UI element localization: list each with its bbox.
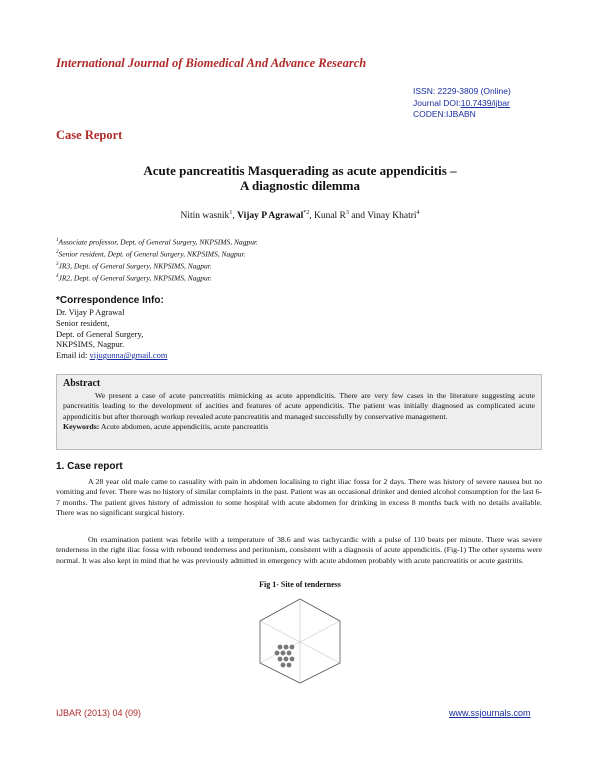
author-list bbox=[0, 210, 600, 221]
affiliation-text: Associate professor, Dept. of General Surgery, NKPSIMS, Nagpur. bbox=[58, 237, 258, 247]
abstract-text: We present a case of acute pancreatitis mimicking as acute appendicitis. There are very few cases in the literature suggesting acute pancreatitis leading to the development of ascities and features of acute appendicitis. The patient was initially diagnosed as complicated acute appendicitis but after thorough workup revealed acute pancreatitis and managed successfully by conservative management. bbox=[63, 391, 535, 421]
affiliation-4 bbox=[56, 272, 258, 284]
correspondence-line: NKPSIMS, Nagpur. bbox=[56, 339, 125, 350]
affiliation-text: Senior resident, Dept. of General Surgery, NKPSIMS, Nagpur. bbox=[58, 249, 246, 259]
author-sep: , bbox=[309, 211, 312, 222]
author-4-sup: 4 bbox=[416, 210, 420, 216]
journal-name: International Journal of Biomedical And Advance Research bbox=[56, 56, 367, 70]
author-2: Vijay P Agrawal bbox=[237, 211, 304, 222]
author-3-sup: 3 bbox=[345, 210, 349, 216]
title-line-1: Acute pancreatitis Masquerading as acute appendicitis – bbox=[143, 163, 457, 178]
author-4: Vinay Khatri bbox=[367, 211, 417, 222]
case-report-paragraph-2: On examination patient was febrile with a temperature of 38.6 and was tachycardic with a pulse of 110 beats per minute. There was severe tenderness in the right iliac fossa with rebound tenderness and peritonism, consistent with a diagnosis of acute appendicitis. (Fig-1) The other systems were normal. It was also kept in mind that he was previously admitted in emergency with acute abdomen probably with acute pancreatitis or acute gastritis. bbox=[56, 535, 542, 565]
journal-doi bbox=[413, 98, 511, 110]
case-report-paragraph-1: A 28 year old male came to casuality with pain in abdomen localising to right iliac fossa for 2 days. There was history of severe nausea but no vomiting and fever. There was no history of similar complaints in the past. Patient was an occasional drinker and denied alcohol consumption for the last 6-7 months. The patient gives history of admission to some hospital with acute abdomen for drinking in excess 8 months back with no details available. There was no significant surgical history. bbox=[56, 477, 542, 517]
affiliation-sup: 1 bbox=[56, 238, 59, 243]
correspondence-line: Dr. Vijay P Agrawal bbox=[56, 307, 125, 317]
section-heading: 1. Case report bbox=[56, 461, 123, 472]
affiliation-text: JR2, Dept. of General Surgery, NKPSIMS, Nagpur. bbox=[58, 273, 212, 283]
affiliation-1 bbox=[56, 236, 258, 248]
affiliation-text: JR3, Dept. of General Surgery, NKPSIMS, Nagpur. bbox=[58, 261, 212, 271]
figure-caption: Fig 1- Site of tenderness bbox=[259, 580, 341, 589]
author-1: Nitin wasnik bbox=[180, 211, 230, 222]
doi-label: Journal DOI: bbox=[413, 97, 461, 108]
issn: ISSN: 2229-3809 (Online) bbox=[413, 86, 511, 96]
author-3: Kunal R bbox=[313, 211, 346, 222]
correspondence-line: Dept. of General Surgery, bbox=[56, 328, 144, 339]
affiliation-sup: 2 bbox=[56, 250, 59, 255]
abdomen-tenderness-diagram bbox=[258, 597, 342, 685]
footer-citation: IJBAR (2013) 04 (09) bbox=[56, 708, 142, 718]
footer-website-link[interactable]: www.ssjournals.com bbox=[449, 708, 531, 718]
affiliation-2 bbox=[56, 248, 258, 260]
affiliation-3 bbox=[56, 260, 258, 272]
abstract-heading: Abstract bbox=[63, 378, 101, 389]
affiliation-sup: 3 bbox=[56, 262, 59, 267]
title-line-2: A diagnostic dilemma bbox=[240, 178, 360, 193]
correspondence-email bbox=[56, 350, 167, 361]
correspondence-line: Senior resident, bbox=[56, 317, 110, 328]
author-and: and bbox=[351, 211, 365, 222]
coden: CODEN:IJBABN bbox=[413, 109, 476, 119]
keywords-label: Keywords: bbox=[63, 421, 100, 431]
author-sep: , bbox=[232, 211, 235, 222]
author-1-sup: 1 bbox=[229, 210, 233, 216]
keywords-text: Acute abdomen, acute appendicitis, acute pancreatitis bbox=[100, 421, 269, 431]
article-title bbox=[0, 163, 600, 193]
journal-identifiers bbox=[413, 86, 511, 121]
email-link[interactable]: vijugunna@gmail.com bbox=[89, 350, 168, 361]
tenderness-markers bbox=[275, 645, 295, 668]
article-type: Case Report bbox=[56, 128, 123, 142]
abstract-box bbox=[56, 374, 542, 450]
doi-link[interactable]: 10.7439/ijbar bbox=[460, 97, 510, 108]
correspondence-heading: *Correspondence Info: bbox=[56, 295, 164, 306]
author-2-sup: *2 bbox=[303, 210, 310, 216]
keywords bbox=[63, 422, 535, 432]
email-label: Email id: bbox=[56, 350, 88, 361]
affiliations bbox=[56, 236, 258, 284]
correspondence-info bbox=[56, 307, 167, 361]
affiliation-sup: 4 bbox=[56, 274, 59, 279]
